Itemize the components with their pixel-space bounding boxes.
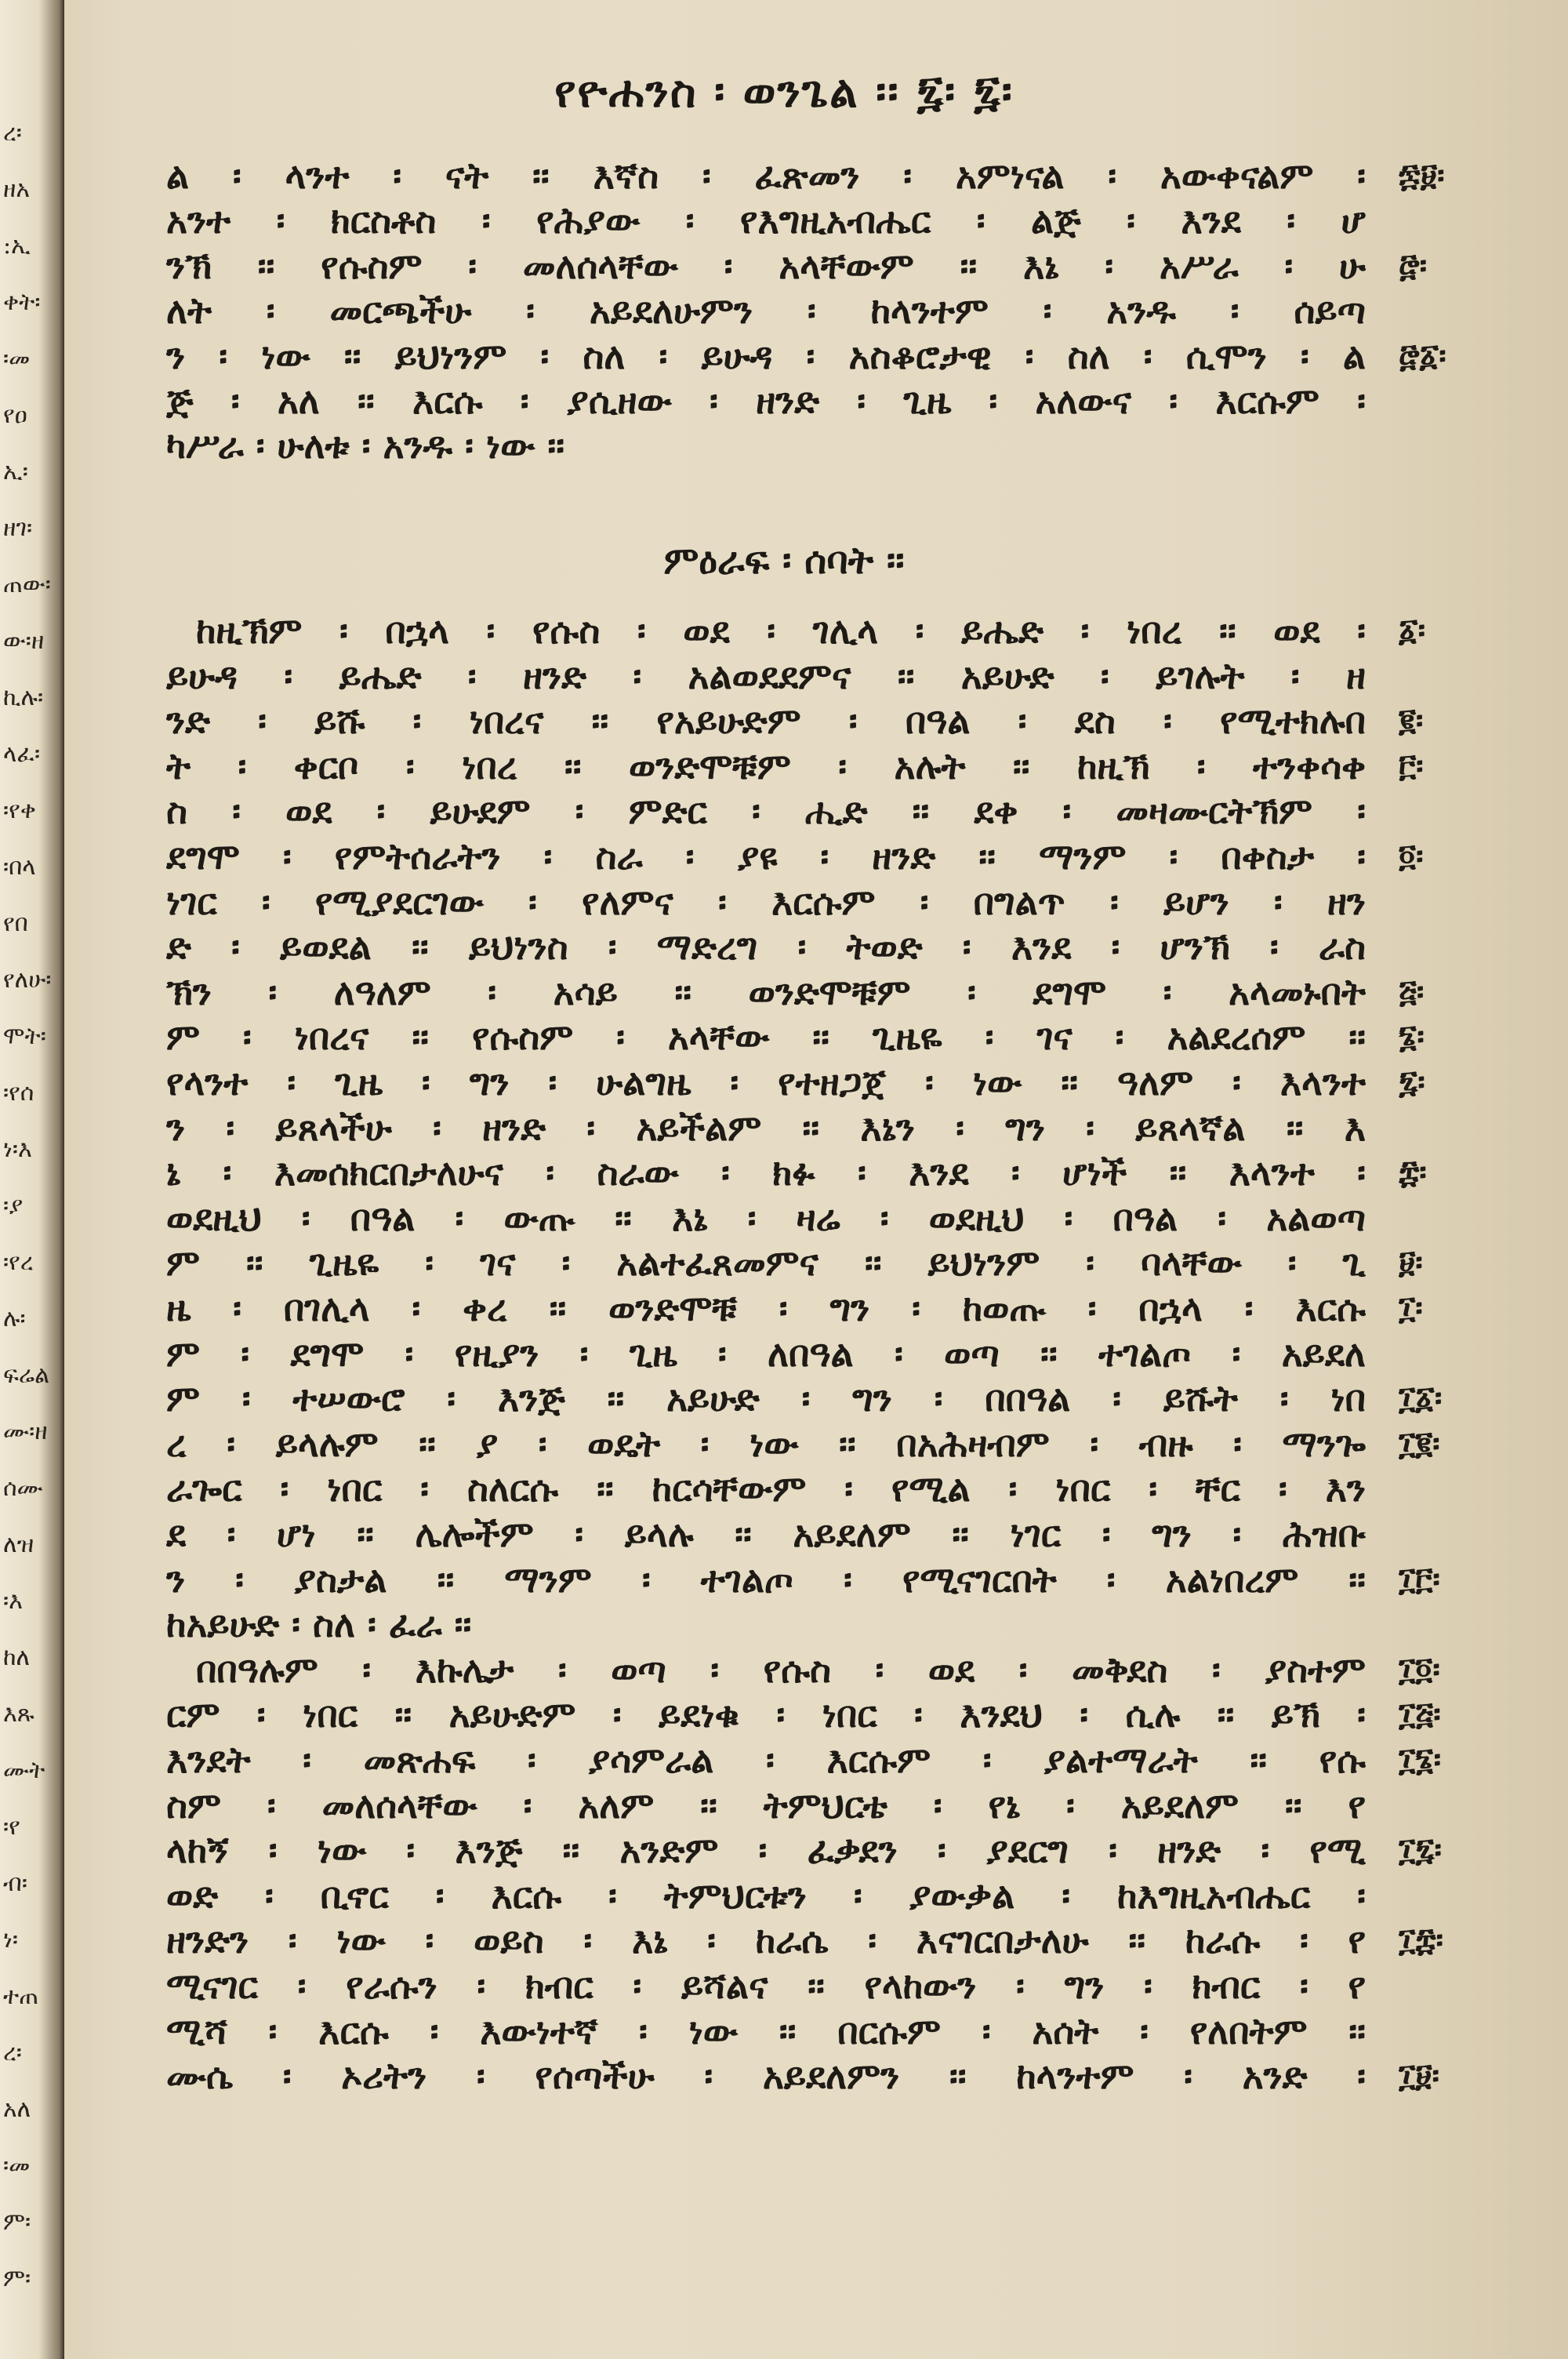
verse-number: ፩፡ <box>1399 612 1426 649</box>
text-line: ንድ ፡ ይሹ ፡ ነበረና ፡፡ የአይሁድም ፡ በዓል ፡ ደስ ፡ የሚተክሉበ <box>166 700 1366 743</box>
text-line: ርም ፡ ነበር ፡፡ አይሁድም ፡ ይደነቁ ፡ ነበር ፡ እንደህ ፡ ሲሉ ፡፡ ይኽ ፡ <box>166 1693 1366 1736</box>
text-line: ካሥራ ፡ ሁለቱ ፡ አንዱ ፡ ነው ፡፡ <box>166 424 565 467</box>
text-line: ራጐር ፡ ነበር ፡ ስለርሱ ፡፡ ከርሳቸውም ፡ የሚል ፡ ነበር ፡ ቸር ፡ እን <box>166 1467 1366 1510</box>
facing-page-fragment: ፍሬል <box>3 1361 50 1389</box>
verse-number: ፯፡ <box>1399 1064 1425 1100</box>
text-line: ረ ፡ ይላሉም ፡፡ ያ ፡ ወዴት ፡ ነው ፡፡ በአሕዛብም ፡ ብዙ ፡ ማንጐ <box>166 1422 1366 1465</box>
chapter-heading: ምዕራፍ ፡ ሰባት ፡፡ <box>663 539 905 583</box>
text-line: ዘንድን ፡ ነው ፡ ወይስ ፡ እኔ ፡ ከራሴ ፡ እናገርበታለሁ ፡፡ ከራሱ ፡ የ <box>166 1919 1366 1962</box>
facing-page-fragment: ፡መ <box>3 2152 31 2179</box>
facing-page-fragment: ም፡ <box>3 2208 31 2236</box>
text-line: ሚሻ ፡ እርሱ ፡ እውነተኛ ፡ ነው ፡፡ በርሱም ፡ አሰት ፡ የለበትም ፡፡ <box>166 2009 1366 2052</box>
facing-page-fragment: ፡በላ <box>3 853 36 881</box>
facing-page-fragment: ም፡ <box>3 2265 31 2292</box>
text-line: ደ ፡ ሆነ ፡፡ ሌሎችም ፡ ይላሉ ፡፡ አይደለም ፡፡ ነገር ፡ ግን ፡ ሕዝቡ <box>166 1513 1366 1555</box>
text-line: ን ፡ ያስታል ፡፡ ማንም ፡ ተገልጦ ፡ የሚናገርበት ፡ አልነበረም ፡፡ <box>166 1558 1366 1601</box>
verse-number: ፸፡ <box>1399 247 1428 284</box>
facing-page-fragment: ፡የ <box>3 1813 20 1841</box>
text-line: ዜ ፡ በገሊላ ፡ ቀረ ፡፡ ወንድሞቹ ፡ ግን ፡ ከወጡ ፡ በኋላ ፡ እርሱ <box>166 1287 1366 1329</box>
facing-page-fragment: ፡ያ <box>3 1192 24 1219</box>
facing-page-fragment: ፡እ <box>3 1587 23 1615</box>
verse-number: ፬፡ <box>1399 838 1424 874</box>
facing-page-fragment: ፡የሰ <box>3 1079 34 1107</box>
facing-page-fragment: ዘአ <box>3 176 30 203</box>
text-line: የላንተ ፡ ጊዜ ፡ ግን ፡ ሁልግዜ ፡ የተዘጋጀ ፡ ነው ፡፡ ዓለም ፡ እላንተ <box>166 1061 1366 1103</box>
text-line: ድ ፡ ይወደል ፡፡ ይህነንስ ፡ ማድረግ ፡ ትወድ ፡ እንደ ፡ ሆንኽ ፡ ራስ <box>166 925 1366 969</box>
text-line: ለት ፡ መርጫችሁ ፡ አይደለሁምን ፡ ከላንተም ፡ አንዱ ፡ ሰይጣ <box>166 289 1366 333</box>
facing-page-fragment: :ኢ <box>3 232 31 260</box>
text-line: እንደት ፡ መጽሐፍ ፡ ያሳምራል ፡ እርሱም ፡ ያልተማራት ፡፡ የሱ <box>166 1739 1366 1781</box>
text-line: ወድ ፡ ቢኖር ፡ እርሱ ፡ ትምህርቱን ፡ ያውቃል ፡ ከእግዚአብሔር ፡ <box>166 1874 1366 1917</box>
facing-page-fragment: ረ፡ <box>3 2039 22 2066</box>
text-line: ስ ፡ ወደ ፡ ይሁደም ፡ ምድር ፡ ሒድ ፡፡ ደቀ ፡ መዛሙርትኽም ፡ <box>166 790 1366 833</box>
text-line: ከአይሁድ ፡ ስለ ፡ ፈራ ፡፡ <box>166 1603 472 1646</box>
verse-number: ፭፡ <box>1399 973 1425 1010</box>
facing-page-fragment: ዘገ፡ <box>3 514 33 542</box>
facing-page-fragment: ነ፡ <box>3 1926 18 1954</box>
text-line: ሚናገር ፡ የራሱን ፡ ክብር ፡ ይሻልና ፡፡ የላከውን ፡ ግን ፡ ክብር ፡ የ <box>166 1965 1366 2007</box>
verse-number: ፷፱፡ <box>1399 158 1445 194</box>
text-line: ት ፡ ቀርቦ ፡ ነበረ ፡፡ ወንድሞቹም ፡ አሉት ፡፡ ከዚኽ ፡ ተንቀሳቀ <box>166 744 1366 787</box>
facing-page-fragment: ከለ <box>3 1644 31 1671</box>
running-header: የዮሐንስ ፡ ወንጌል ፡፡ ፯፡ ፯፡ <box>554 67 1014 118</box>
verse-number: ፲፭፡ <box>1399 1696 1441 1733</box>
text-line: ኽን ፡ ለዓለም ፡ አሳይ ፡፡ ወንድሞቹም ፡ ደግሞ ፡ አላመኑበት <box>166 970 1366 1013</box>
facing-page-fragment: የለሁ፡ <box>3 966 52 994</box>
text-line: ን ፡ ይጸላችሁ ፡ ዘንድ ፡ አይችልም ፡፡ እኔን ፡ ግን ፡ ይጸላኛል ፡፡ እ <box>166 1106 1366 1149</box>
text-line: ን ፡ ነው ፡፡ ይህነንም ፡ ስለ ፡ ይሁዳ ፡ አስቆሮታዊ ፡ ስለ ፡ ሲሞን ፡ ል <box>166 334 1366 377</box>
facing-page-fragment: ፡የረ <box>3 1249 34 1276</box>
facing-page-fragment: ብ፡ <box>3 1870 27 1897</box>
text-line: ነገር ፡ የሚያደርገው ፡ የለምና ፡ እርሱም ፡ በግልጥ ፡ ይሆን ፡ ዘን <box>166 880 1366 923</box>
verse-number: ፮፡ <box>1399 1019 1425 1056</box>
verse-number: ፲፡ <box>1399 1290 1423 1326</box>
facing-page-fragment: ሙት <box>3 1757 45 1784</box>
text-line: ወደዚህ ፡ በዓል ፡ ውጡ ፡፡ እኔ ፡ ዛሬ ፡ ወደዚህ ፡ በዓል ፡ አልወጣ <box>166 1196 1366 1239</box>
verse-number: ፲፫፡ <box>1399 1561 1440 1598</box>
verse-number: ፪፡ <box>1399 703 1424 740</box>
facing-page-fragment: ሙ፡ዘ <box>3 1418 48 1445</box>
facing-page-fragment: ተጠ <box>3 1983 39 2010</box>
text-line: ኔ ፡ እመሰክርበታለሁና ፡ ስራው ፡ ክፉ ፡ እንደ ፡ ሆነች ፡፡ እላንተ ፡ <box>166 1151 1366 1194</box>
verse-number: ፲፩፡ <box>1399 1380 1443 1417</box>
text-line: ጅ ፡ አለ ፡፡ እርሱ ፡ ያሲዘው ፡ ዘንድ ፡ ጊዜ ፡ አለውና ፡ እርሱም ፡ <box>166 380 1366 422</box>
verse-number: ፸፩፡ <box>1399 337 1446 374</box>
facing-page-fragment: ነ፡እ <box>3 1136 32 1163</box>
verse-number: ፲፰፡ <box>1399 1922 1443 1959</box>
text-line: ም ፡ ነበረና ፡፡ የሱስም ፡ አላቸው ፡፡ ጊዜዬ ፡ ገና ፡ አልደረሰም ፡፡ <box>166 1016 1366 1059</box>
facing-page-fragment: የበ <box>3 910 28 937</box>
facing-page-fragment: አለ <box>3 2095 31 2123</box>
facing-page-fragment: ኪሉ፡ <box>3 684 44 711</box>
facing-page-fragment: ኢ፡ <box>3 458 28 485</box>
verse-number: ፫፡ <box>1399 747 1424 784</box>
text-line: ንኽ ፡፡ የሱስም ፡ መለሰላቸው ፡ አላቸውም ፡፡ እኔ ፡ አሥራ ፡ ሁ <box>166 244 1366 287</box>
facing-page-fragment: ፡የቀ <box>3 797 36 824</box>
verse-number: ፲፪፡ <box>1399 1425 1440 1462</box>
facing-page-fragment: ላፈ፡ <box>3 740 41 768</box>
facing-page-fragment: ፡መ <box>3 345 31 373</box>
verse-number: ፲፬፡ <box>1399 1651 1440 1688</box>
text-line: በበዓሉም ፡ እኩሌታ ፡ ወጣ ፡ የሱስ ፡ ወደ ፡ መቅደስ ፡ ያስተም <box>196 1648 1366 1691</box>
facing-page-fragment: ረ፡ <box>3 119 22 147</box>
text-line: ደግሞ ፡ የምትሰራትን ፡ ስራ ፡ ያዩ ፡ ዘንድ ፡፡ ማንም ፡ በቀስታ ፡ <box>166 835 1366 878</box>
text-line: ሙሴ ፡ ኦሪትን ፡ የሰጣችሁ ፡ አይደለምን ፡፡ ከላንተም ፡ አንድ ፡ <box>166 2055 1366 2098</box>
verse-number: ፲፮፡ <box>1399 1742 1442 1778</box>
facing-page-fragment: ሉ፡ <box>3 1305 26 1332</box>
verse-number: ፲፱፡ <box>1399 2058 1439 2095</box>
text-line: ላከኝ ፡ ነው ፡ እንጅ ፡፡ አንድም ፡ ፈቃደን ፡ ያደርግ ፡ ዘንድ ፡ የሚ <box>166 1829 1366 1872</box>
text-line: ስም ፡ መለሰላቸው ፡ አለም ፡፡ ትምህርቴ ፡ የኔ ፡ አይደለም ፡፡ የ <box>166 1783 1366 1826</box>
facing-page-fragment: እጹ <box>3 1700 34 1728</box>
facing-page-fragment: ሞት፡ <box>3 1023 46 1050</box>
facing-page-fragment: ቀት፡ <box>3 289 41 316</box>
facing-page-fragment: ው፡ዘ <box>3 627 45 655</box>
facing-page-fragment: ሰሙ <box>3 1474 43 1502</box>
verse-number: ፲፯፡ <box>1399 1832 1442 1869</box>
facing-page-fragment: የዐ <box>3 402 27 429</box>
facing-page-edge <box>0 0 64 2359</box>
text-line: ይሁዳ ፡ ይሔድ ፡ ዘንድ ፡ አልወደደምና ፡፡ አይሁድ ፡ ይገሉት ፡ ዘ <box>166 654 1366 697</box>
facing-page-fragment: ጠው፡ <box>3 571 51 598</box>
verse-number: ፱፡ <box>1399 1245 1423 1281</box>
text-line: ም ፡፡ ጊዜዬ ፡ ገና ፡ አልተፈጸመምና ፡፡ ይህነንም ፡ ባላቸው ፡ ጊ <box>166 1241 1366 1285</box>
verse-number: ፰፡ <box>1399 1154 1427 1191</box>
text-line: ም ፡ ተሠውሮ ፡ እንጅ ፡፡ አይሁድ ፡ ግን ፡ በበዓል ፡ ይሹት ፡ ነበ <box>166 1377 1366 1420</box>
text-line: ል ፡ ላንተ ፡ ናት ፡፡ እኛስ ፡ ፈጽመን ፡ አምነናል ፡ አውቀናልም ፡ <box>166 154 1366 197</box>
text-line: አንተ ፡ ክርስቶስ ፡ የሕያው ፡ የእግዚአብሔር ፡ ልጅ ፡ እንደ ፡ ሆ <box>166 199 1366 242</box>
facing-page-fragment: ለዝ <box>3 1531 34 1558</box>
text-line: ከዚኽም ፡ በኋላ ፡ የሱስ ፡ ወደ ፡ ገሊላ ፡ ይሔድ ፡ ነበረ ፡፡ ወደ ፡ <box>196 609 1366 652</box>
text-line: ም ፡ ደግሞ ፡ የዚያን ፡ ጊዜ ፡ ለበዓል ፡ ወጣ ፡፡ ተገልጦ ፡ አይደለ <box>166 1332 1366 1375</box>
